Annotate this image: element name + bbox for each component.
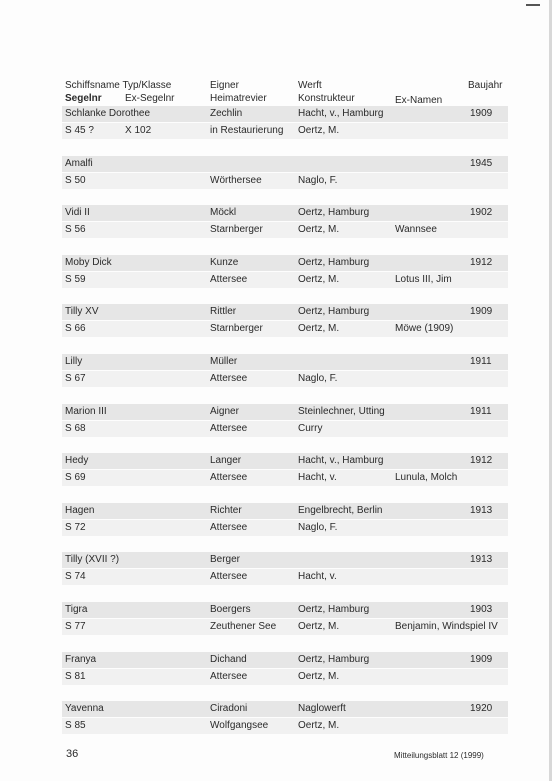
designer: Curry [298, 422, 323, 434]
boat-name: Hedy [65, 455, 89, 467]
row-band [62, 304, 508, 320]
owner: Möckl [210, 207, 237, 219]
ex-names: Lunula, Molch [395, 472, 458, 484]
boat-name: Moby Dick [65, 256, 112, 268]
sail-number: S 77 [65, 620, 86, 632]
designer: Naglo, F. [298, 174, 338, 186]
boat-name: Amalfi [65, 157, 93, 169]
sail-number: S 85 [65, 720, 86, 732]
shipyard: Oertz, Hamburg [298, 306, 370, 318]
boat-table [0, 106, 552, 751]
header-builder: Konstrukteur [298, 93, 355, 104]
owner: Ciradoni [210, 703, 248, 715]
home-waters: Attersee [210, 571, 248, 583]
owner: Dichand [210, 653, 247, 665]
home-waters: Starnberger [210, 323, 263, 335]
designer: Oertz, M. [298, 323, 340, 335]
build-year: 1911 [470, 355, 492, 367]
sail-number: S 74 [65, 571, 86, 583]
sail-number: S 50 [65, 174, 86, 186]
table-row [0, 106, 552, 156]
row-band [62, 503, 508, 519]
row-band [62, 520, 508, 536]
row-band [62, 602, 508, 618]
sail-number: S 59 [65, 273, 86, 285]
sail-number: S 81 [65, 670, 86, 682]
designer: Hacht, v. [298, 571, 337, 583]
owner: Berger [210, 554, 241, 566]
home-waters: Attersee [210, 422, 248, 434]
build-year: 1912 [470, 455, 493, 467]
boat-name: Vidi II [65, 207, 90, 219]
row-band [62, 156, 508, 172]
build-year: 1945 [470, 157, 493, 169]
table-header [0, 78, 552, 106]
shipyard: Oertz, Hamburg [298, 653, 370, 665]
sail-number: S 67 [65, 372, 86, 384]
shipyard: Oertz, Hamburg [298, 603, 370, 615]
shipyard: Hacht, v., Hamburg [298, 108, 384, 119]
owner: Richter [210, 504, 242, 516]
table-row [0, 205, 552, 255]
shipyard: Oertz, Hamburg [298, 207, 370, 219]
boat-name: Hagen [65, 504, 95, 516]
row-band [62, 354, 508, 370]
ex-names: Lotus III, Jim [395, 273, 452, 285]
row-band [62, 173, 508, 189]
ex-names: Benjamin, Windspiel IV [395, 620, 498, 632]
boat-name: Tilly XV [65, 306, 99, 318]
designer: Hacht, v. [298, 472, 337, 484]
boat-name: Lilly [65, 355, 83, 367]
build-year: 1913 [470, 554, 493, 566]
designer: Oertz, M. [298, 720, 340, 732]
shipyard: Oertz, Hamburg [298, 256, 370, 268]
row-band [62, 718, 508, 734]
boat-name: Tilly (XVII ?) [65, 554, 120, 566]
header-exnames: Ex-Namen [395, 95, 443, 106]
page-number: 36 [66, 748, 79, 760]
sail-number: S 56 [65, 224, 86, 236]
shipyard: Steinlechner, Utting [298, 405, 385, 417]
build-year: 1912 [470, 256, 493, 268]
owner: Boergers [210, 603, 251, 615]
home-waters: Wörthersee [210, 174, 262, 186]
row-band [62, 669, 508, 685]
designer: Oertz, M. [298, 273, 340, 285]
row-band [62, 222, 508, 238]
row-band [62, 569, 508, 585]
table-row [0, 304, 552, 354]
sail-number: S 72 [65, 521, 86, 533]
shipyard: Naglowerft [298, 703, 346, 715]
header-segelnr: Segelnr [65, 93, 102, 104]
home-waters: Wolfgangsee [210, 720, 269, 732]
table-row [0, 552, 552, 602]
row-band [62, 205, 508, 221]
home-waters: Attersee [210, 521, 248, 533]
table-row [0, 354, 552, 404]
owner: Rittler [210, 306, 237, 318]
ex-names: Möwe (1909) [395, 323, 454, 335]
sail-number: S 68 [65, 422, 86, 434]
sail-number: S 45 ? [65, 125, 94, 136]
owner: Kunze [210, 256, 239, 268]
home-waters: Attersee [210, 372, 248, 384]
row-band [62, 701, 508, 717]
designer: Oertz, M. [298, 620, 340, 632]
shipyard: Hacht, v., Hamburg [298, 455, 384, 467]
build-year: 1909 [470, 653, 493, 665]
row-band [62, 421, 508, 437]
owner: Müller [210, 355, 238, 367]
home-waters: Attersee [210, 273, 248, 285]
header-year: Baujahr [468, 80, 503, 91]
row-band [62, 552, 508, 568]
shipyard: Engelbrecht, Berlin [298, 504, 383, 516]
sail-number: S 69 [65, 472, 86, 484]
row-band [62, 404, 508, 420]
row-band [62, 453, 508, 469]
sail-number: S 66 [65, 323, 86, 335]
row-band [62, 255, 508, 271]
home-waters: Zeuthener See [210, 620, 277, 632]
build-year: 1911 [470, 405, 492, 417]
ex-names: Wannsee [395, 224, 437, 236]
build-year: 1902 [470, 207, 493, 219]
owner: Aigner [210, 405, 239, 417]
header-yard: Werft [298, 80, 322, 91]
designer: Naglo, F. [298, 372, 338, 384]
table-row [0, 652, 552, 702]
build-year: 1903 [470, 603, 493, 615]
publication-source: Mitteilungsblatt 12 (1999) [394, 751, 484, 760]
build-year: 1909 [470, 306, 493, 318]
ex-sail-number: X 102 [125, 125, 152, 136]
edge-mark [526, 4, 540, 6]
header-home: Heimatrevier [210, 93, 267, 104]
table-row [0, 602, 552, 652]
row-band [62, 652, 508, 668]
boat-name: Yavenna [65, 703, 104, 715]
boat-name: Franya [65, 653, 97, 665]
table-row [0, 453, 552, 503]
header-exsegelnr: Ex-Segelnr [125, 93, 175, 104]
boat-name: Schlanke Dorothee [65, 108, 151, 119]
home-waters: Attersee [210, 670, 248, 682]
table-row [0, 701, 552, 751]
boat-name: Marion III [65, 405, 107, 417]
home-waters: Attersee [210, 472, 248, 484]
build-year: 1909 [470, 108, 493, 119]
boat-name: Tigra [65, 603, 88, 615]
table-row [0, 503, 552, 553]
header-name: Schiffsname Typ/Klasse [65, 80, 172, 91]
row-band [62, 371, 508, 387]
designer: Oertz, M. [298, 670, 340, 682]
designer: Oertz, M. [298, 224, 340, 236]
home-waters: in Restaurierung [210, 125, 284, 136]
owner: Langer [210, 455, 242, 467]
home-waters: Starnberger [210, 224, 263, 236]
build-year: 1913 [470, 504, 493, 516]
owner: Zechlin [210, 108, 243, 119]
header-owner: Eigner [210, 80, 239, 91]
table-row [0, 156, 552, 206]
build-year: 1920 [470, 703, 493, 715]
table-row [0, 404, 552, 454]
designer: Oertz, M. [298, 125, 340, 136]
designer: Naglo, F. [298, 521, 338, 533]
table-row [0, 255, 552, 305]
